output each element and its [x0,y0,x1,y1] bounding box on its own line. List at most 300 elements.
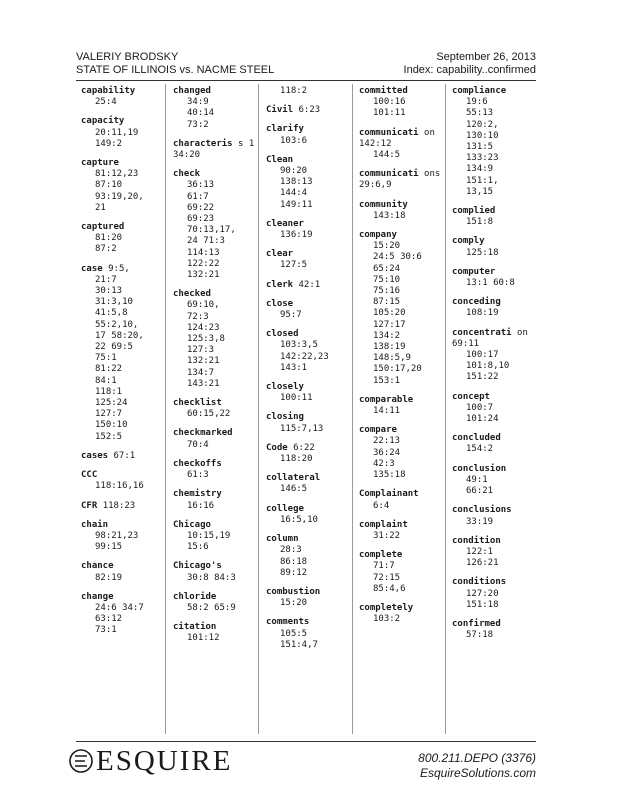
page-line-ref: 93:19,20, [95,191,144,202]
page-line-ref: 151:22 [466,372,499,383]
page-line-ref: 15:6 [187,542,209,553]
index-term [266,443,351,454]
page-line-ref: 30:13 [95,286,123,297]
index-term [81,158,166,169]
index-term-text: computer [452,266,496,277]
index-term-text: capability [81,86,136,96]
page-line-ref: 143:18 [373,210,406,221]
index-entry [359,169,444,191]
page-line-ref: 65:24 [373,263,401,274]
index-term-text: close [266,298,294,309]
index-entry [81,86,166,108]
page-line-ref: 36:24 [373,447,401,458]
page-line-ref: 132:21 [187,356,220,367]
page-line-ref: 127:5 [280,260,308,271]
index-entry [173,561,258,583]
page-line-ref: 127:3 [187,345,215,356]
index-term-text: comparable [359,394,414,405]
index-term-text: CCC [81,470,98,481]
index-term [81,86,166,97]
index-term [266,412,351,423]
page-line-ref: 149:2 [95,138,123,149]
index-term-text: combustion [266,586,321,597]
page-line-ref: 100:17 [466,350,499,361]
page-line-ref: 122:22 [187,258,220,269]
index-term-text: checkoffs [173,458,222,469]
index-term-text: complete [359,550,403,561]
index-term [266,587,351,598]
index-entry [266,382,351,404]
page-line-ref: 148:5,9 [373,353,411,364]
page-line-ref: 114:13 [187,247,220,258]
page-line-ref: 31:22 [373,530,401,541]
page-line-ref: 100:11 [280,393,313,404]
page-line-ref: 30:8 84:3 [187,572,236,583]
index-term-text: compare [359,425,397,436]
index-entry [266,86,351,97]
index-term-text: changed [173,86,211,96]
page-line-ref: 134:2 [373,330,401,341]
index-term [452,536,537,547]
index-inline-ref: 42:1 [298,279,321,290]
page-line-ref: 100:16 [373,97,406,108]
index-term-text: Civil [266,105,294,116]
page-line-ref: 55:13 [466,108,494,119]
page-line-ref: 69:22 [187,202,215,213]
index-entry [359,395,444,417]
index-term [81,561,166,572]
index-term [359,489,444,500]
index-term [452,328,537,350]
page-line-ref: 105:5 [280,628,308,639]
index-entry [81,561,166,583]
index-column-3 [266,86,351,659]
page-line-ref: 103:6 [280,135,308,146]
witness-name: VALERIY BRODSKY [76,51,179,63]
index-term [173,169,258,180]
index-term [81,264,166,275]
page-line-ref: 40:14 [187,108,215,119]
index-term-text: condition [452,535,501,546]
page-line-ref: 72:3 [187,311,209,322]
index-term-text: conclusions [452,505,512,516]
index-inline-ref: on 142:12 [359,127,435,149]
index-term-text: college [266,503,304,514]
page-line-ref: 16:16 [187,500,215,511]
page-line-ref: 82:19 [95,572,123,583]
page-line-ref: 89:12 [280,567,308,578]
page-line-ref: 28:3 [280,545,302,556]
index-term-text: clerk [266,279,294,290]
index-term-text: check [173,169,201,180]
index-inline-ref: 6:23 [298,105,321,116]
page-line-ref: 22 69:5 [95,342,133,353]
index-term [452,619,537,630]
index-term [266,534,351,545]
index-term-text: concentrati [452,327,512,338]
page-line-ref: 143:1 [280,362,308,373]
page-line-ref: 103:3,5 [280,340,318,351]
page-line-ref: 149:11 [280,199,313,210]
index-entry [173,428,258,450]
index-term [81,470,166,481]
index-term [452,236,537,247]
index-term-text: comply [452,236,485,247]
footer-rule [76,741,536,742]
index-term [81,451,166,462]
index-term [266,124,351,135]
index-entry [452,328,537,384]
page-line-ref: 95:7 [280,310,302,321]
index-term [173,289,258,300]
index-term [266,473,351,484]
index-term-text: clear [266,249,294,260]
page-line-ref: 87:2 [95,244,117,255]
index-inline-ref: on 69:11 [452,327,528,349]
index-entry [359,86,444,120]
index-term [81,592,166,603]
page-line-ref: 142:22,23 [280,351,329,362]
index-entry [452,392,537,426]
index-term [452,267,537,278]
footer-phone: 800.211.DEPO (3376) [418,751,536,765]
page-line-ref: 84:1 [95,375,117,386]
index-inline-ref: 9:5, [108,263,130,274]
page-line-ref: 138:13 [280,177,313,188]
index-term [173,428,258,439]
index-term-text: citation [173,622,217,633]
page-line-ref: 21:7 [95,274,117,285]
index-term [173,561,258,572]
page-line-ref: 73:2 [187,119,209,130]
index-term [266,249,351,260]
page-line-ref: 75:16 [373,286,401,297]
index-column-5 [452,86,537,649]
index-term-text: captured [81,222,125,233]
page-line-ref: 118:16,16 [95,481,144,492]
index-entry [173,289,258,390]
index-term-text: communicati [359,169,419,180]
index-term-text: case [81,263,103,274]
index-term-text: Complainant [359,489,419,500]
index-term-text: concluded [452,433,501,444]
page-line-ref: 72:15 [373,572,401,583]
index-term-text: column [266,534,299,545]
index-entry [266,249,351,271]
index-entry [266,443,351,465]
page-line-ref: 36:13 [187,180,215,191]
index-term-text: Chicago [173,519,211,530]
column-divider [258,84,259,734]
index-term [266,299,351,310]
index-term-text: Code [266,442,288,453]
page-line-ref: 58:2 65:9 [187,602,236,613]
footer-website: EsquireSolutions.com [419,766,536,780]
page-line-ref: 124:23 [187,322,220,333]
index-entry [452,536,537,570]
index-term [81,222,166,233]
index-term [266,155,351,166]
page-line-ref: 101:12 [187,633,220,644]
page-line-ref: 69:10, [187,300,220,311]
index-entry [359,128,444,162]
index-term-text: conceding [452,297,501,308]
index-term [81,116,166,127]
index-term [173,520,258,531]
page-line-ref: 130:10 [466,130,499,141]
index-term-text: concept [452,391,490,402]
header-rule [76,80,536,81]
page-line-ref: 144:5 [373,150,401,161]
page-line-ref: 127:17 [373,319,406,330]
index-entry [452,433,537,455]
index-term [266,105,351,116]
index-entry [173,398,258,420]
index-entry [266,587,351,609]
index-term [173,459,258,470]
index-term-text: checkmarked [173,428,233,439]
index-entry [266,105,351,116]
page-line-ref: 125:24 [95,398,128,409]
index-term-text: CFR [81,500,98,511]
index-term [359,169,444,191]
index-term [266,382,351,393]
page-line-ref: 101:8,10 [466,361,510,372]
esquire-logo [68,744,232,778]
index-term [173,489,258,500]
page-line-ref: 49:1 [466,474,488,485]
index-entry [452,577,537,611]
index-entry [81,222,166,256]
page-line-ref: 63:12 [95,614,123,625]
index-term [359,230,444,241]
page-line-ref: 125:3,8 [187,334,225,345]
index-entry [452,464,537,498]
index-entry [359,230,444,387]
index-term-text: Chicago's [173,561,222,572]
index-inline-ref: ons 29:6,9 [359,169,441,191]
index-term [173,139,258,161]
page-line-ref: 134:7 [187,367,215,378]
index-term-text: conditions [452,577,507,588]
page-line-ref: 87:10 [95,180,123,191]
page-line-ref: 98:21,23 [95,530,139,541]
header-left [76,51,274,77]
page-line-ref: 131:5 [466,142,494,153]
page-line-ref: 41:5,8 [95,308,128,319]
index-term [359,200,444,211]
page-line-ref: 20:11,19 [95,127,139,138]
page-line-ref: 14:11 [373,406,401,417]
index-term-text: closely [266,382,304,393]
index-entry [81,158,166,214]
page-line-ref: 105:20 [373,308,406,319]
index-term [452,464,537,475]
index-term [452,206,537,217]
index-term [452,86,537,97]
column-divider [445,84,446,734]
index-term [266,329,351,340]
page-line-ref: 125:18 [466,247,499,258]
page-line-ref: 75:1 [95,353,117,364]
index-entry [452,236,537,258]
index-entry [173,592,258,614]
index-entry [359,520,444,542]
index-entry [452,86,537,198]
footer-contact [418,751,536,781]
index-term [173,398,258,409]
index-entry [266,219,351,241]
index-term [266,280,351,291]
index-entry [266,504,351,526]
index-inline-ref: 118:23 [102,500,136,511]
index-entry [173,459,258,481]
index-term-text: closing [266,412,304,423]
index-term-text: company [359,230,397,241]
page-line-ref: 135:18 [373,470,406,481]
index-term [266,219,351,230]
index-term [452,297,537,308]
page-line-ref: 70:4 [187,439,209,450]
page-line-ref: 99:15 [95,542,123,553]
page-line-ref: 146:5 [280,484,308,495]
index-term-text: capacity [81,116,125,127]
index-term [452,433,537,444]
index-term [173,622,258,633]
index-term-text: community [359,199,408,210]
index-entry [81,116,166,150]
page-line-ref: 150:17,20 [373,364,422,375]
page-line-ref: 118:20 [280,454,313,465]
index-entry [266,473,351,495]
page-line-ref: 61:7 [187,191,209,202]
page-line-ref: 120:2, [466,119,499,130]
index-term [266,504,351,515]
index-term [452,505,537,516]
page-line-ref: 151:4,7 [280,639,318,650]
esquire-emblem-icon [68,747,94,775]
page-line-ref: 152:5 [95,431,123,442]
page-line-ref: 127:20 [466,588,499,599]
index-term-text: compliance [452,86,507,96]
index-entry [359,550,444,595]
index-inline-ref: 6:22 [293,442,315,453]
page-line-ref: 127:7 [95,409,123,420]
page-line-ref: 151:1, [466,175,499,186]
page-line-ref: 143:21 [187,378,220,389]
page-line-ref: 70:13,17, [187,225,236,236]
index-term-text: checked [173,289,211,300]
index-term-text: capture [81,158,119,169]
index-term [173,592,258,603]
index-term-text: closed [266,329,299,340]
index-term-text: clarify [266,124,304,135]
page-line-ref: 136:19 [280,230,313,241]
page-line-ref: 115:7,13 [280,423,324,434]
column-divider [352,84,353,734]
index-column-4 [359,86,444,633]
index-term-text: complaint [359,519,408,530]
index-term [452,577,537,588]
page-line-ref: 101:11 [373,108,406,119]
page-line-ref: 144:4 [280,188,308,199]
index-term-text: complied [452,206,496,217]
index-entry [452,206,537,228]
index-term [81,501,166,512]
page-line-ref: 33:19 [466,516,494,527]
page-line-ref: 24:5 30:6 [373,252,422,263]
page-line-ref: 21 [95,202,106,213]
index-term [173,86,258,97]
index-term-text: confirmed [452,618,501,629]
index-term [359,550,444,561]
index-range: Index: capability..confirmed [403,64,536,76]
index-term [359,128,444,150]
index-term-text: collateral [266,473,321,484]
index-term [359,86,444,97]
page-line-ref: 134:9 [466,164,494,175]
index-entry [81,470,166,492]
index-entry [266,299,351,321]
page-line-ref: 75:10 [373,274,401,285]
index-term-text: completely [359,602,414,613]
index-term-text: conclusion [452,463,507,474]
page-line-ref: 122:1 [466,546,494,557]
header-right [404,51,536,77]
page-line-ref: 15:20 [280,598,308,609]
page-line-ref: 153:1 [373,375,401,386]
page-line-ref: 61:3 [187,470,209,481]
page-line-ref: 69:23 [187,214,215,225]
page-line-ref: 22:13 [373,436,401,447]
page-line-ref: 118:1 [95,386,123,397]
index-term-text: chemistry [173,489,222,500]
index-column-2 [173,86,258,653]
index-term [359,520,444,531]
page-line-ref: 150:10 [95,420,128,431]
index-entry [452,267,537,289]
index-entry [173,489,258,511]
index-term [81,520,166,531]
page-line-ref: 15:20 [373,241,401,252]
index-term-text: chloride [173,591,217,602]
page-line-ref: 86:18 [280,556,308,567]
index-entry [452,297,537,319]
page-line-ref: 19:6 [466,97,488,108]
page-line-ref: 10:15,19 [187,530,231,541]
page-line-ref: 103:2 [373,614,401,625]
page-line-ref: 31:3,10 [95,297,133,308]
index-column-1 [81,86,166,645]
index-entry [266,124,351,146]
index-term [452,392,537,403]
index-entry [452,505,537,527]
page-line-ref: 85:4,6 [373,583,406,594]
index-entry [359,603,444,625]
page-line-ref: 101:24 [466,414,499,425]
page-line-ref: 42:3 [373,458,395,469]
index-term [266,617,351,628]
page-line-ref: 73:1 [95,625,117,636]
page-line-ref: 6:4 [373,500,390,511]
page-line-ref: 24 71:3 [187,236,225,247]
index-entry [359,489,444,511]
index-term [359,395,444,406]
index-term-text: chain [81,519,109,530]
index-entry [81,451,166,462]
page-line-ref: 17 58:20, [95,330,144,341]
page-line-ref: 132:21 [187,270,220,281]
